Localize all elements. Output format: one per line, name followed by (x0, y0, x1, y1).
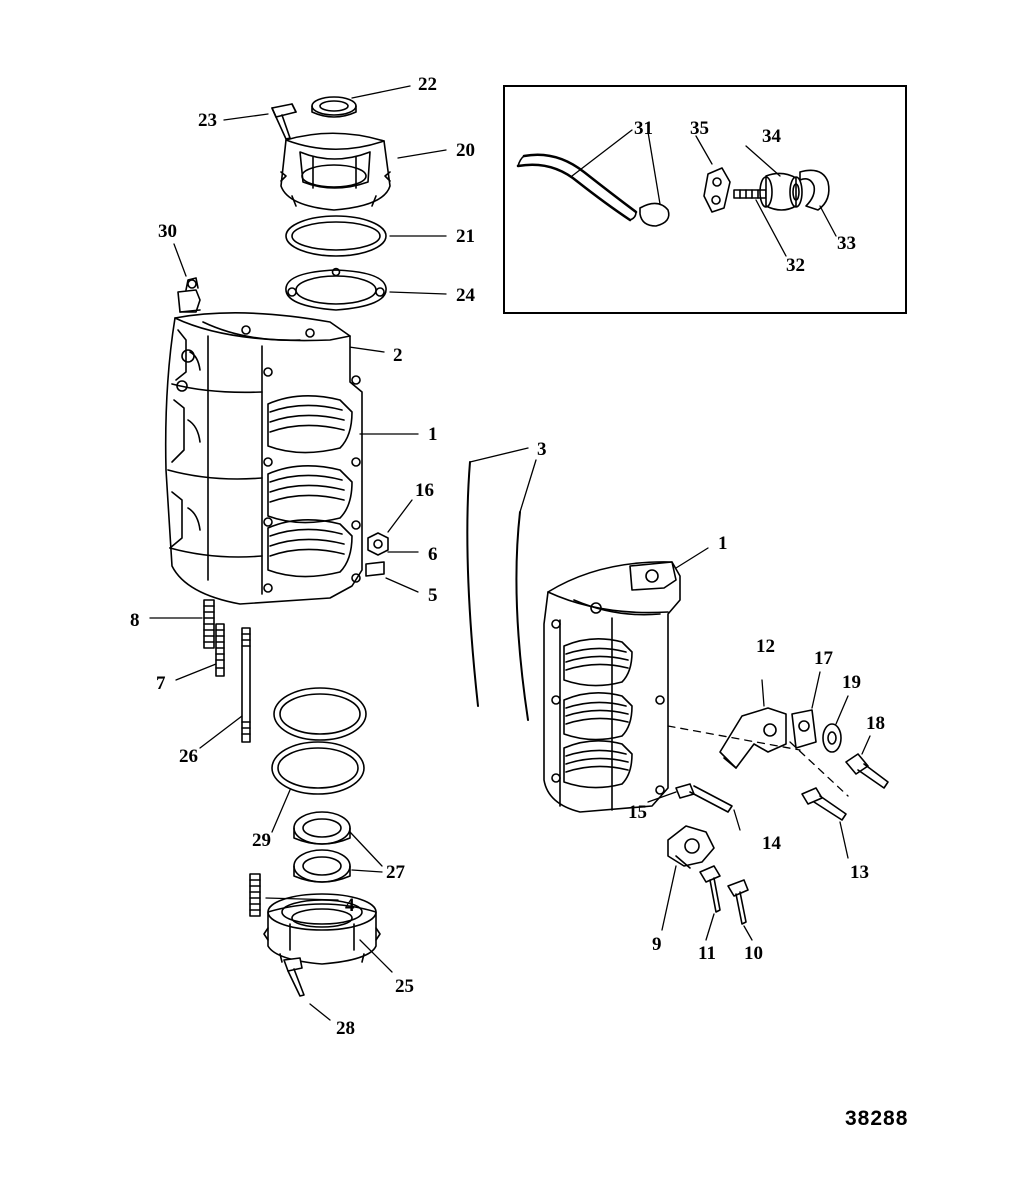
callout-11: 11 (698, 943, 716, 964)
callout-1-left: 1 (428, 424, 438, 445)
callout-17: 17 (814, 648, 833, 669)
callout-13: 13 (850, 862, 869, 883)
callout-20: 20 (456, 140, 475, 161)
callout-8: 8 (130, 610, 140, 631)
callout-29: 29 (252, 830, 271, 851)
callout-27: 27 (386, 862, 405, 883)
callout-25: 25 (395, 976, 414, 997)
callout-22: 22 (418, 74, 437, 95)
callout-26: 26 (179, 746, 198, 767)
callout-12: 12 (756, 636, 775, 657)
callout-15: 15 (628, 802, 647, 823)
callout-30: 30 (158, 221, 177, 242)
callout-16: 16 (415, 480, 434, 501)
callout-32: 32 (786, 255, 805, 276)
callout-14: 14 (762, 833, 781, 854)
callout-33: 33 (837, 233, 856, 254)
callout-18: 18 (866, 713, 885, 734)
callout-34: 34 (762, 126, 781, 147)
callout-6: 6 (428, 544, 438, 565)
callout-3: 3 (537, 439, 547, 460)
callout-35: 35 (690, 118, 709, 139)
callout-23: 23 (198, 110, 217, 131)
callout-31: 31 (634, 118, 653, 139)
callout-10: 10 (744, 943, 763, 964)
diagram-part-number: 38288 (845, 1107, 909, 1130)
callout-28: 28 (336, 1018, 355, 1039)
callout-7: 7 (156, 673, 166, 694)
callout-9: 9 (652, 934, 662, 955)
callout-24: 24 (456, 285, 475, 306)
callout-2: 2 (393, 345, 403, 366)
callout-21: 21 (456, 226, 475, 247)
callout-1-right: 1 (718, 533, 728, 554)
callout-4: 4 (345, 895, 355, 916)
callout-5: 5 (428, 585, 438, 606)
callout-19: 19 (842, 672, 861, 693)
